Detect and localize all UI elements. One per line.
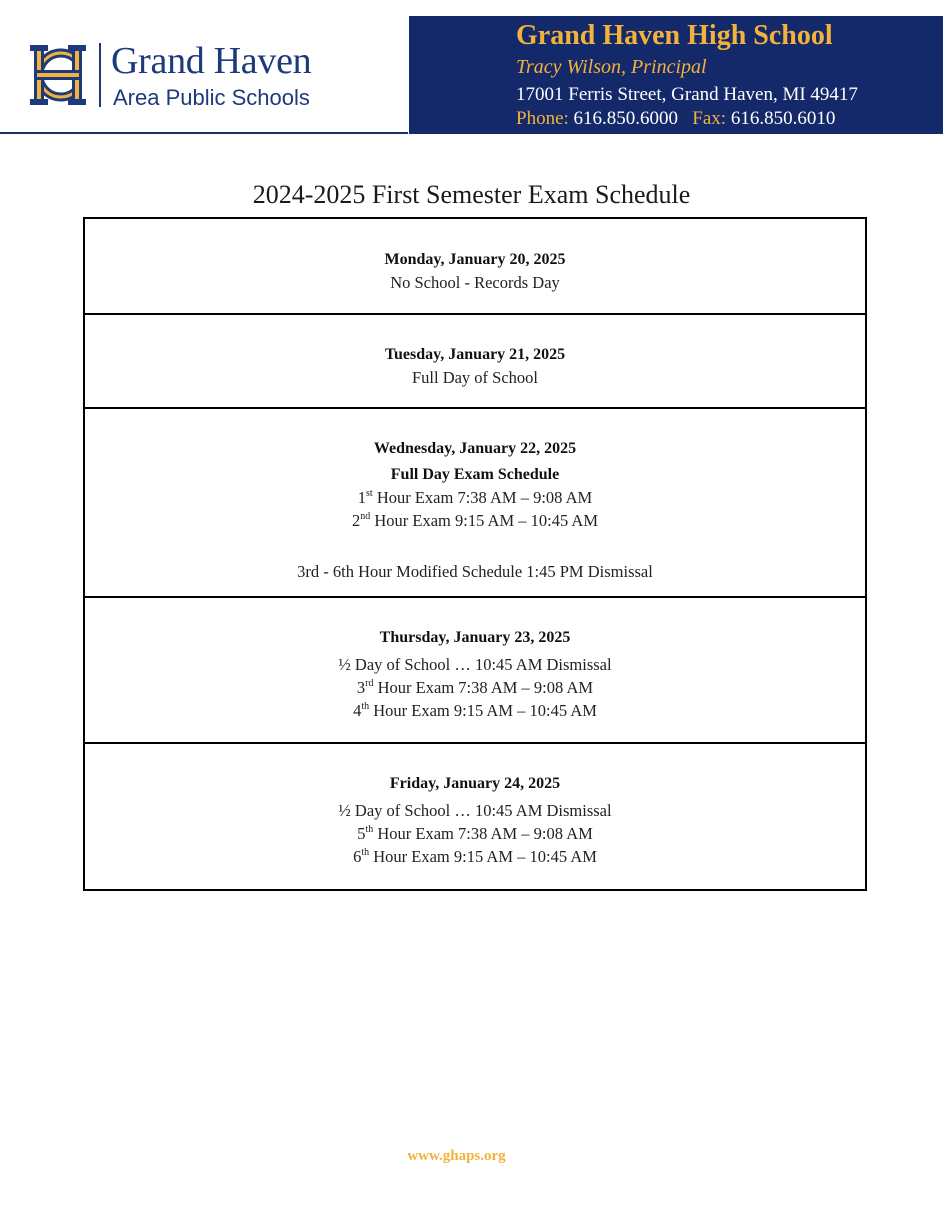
exam-line: 1st Hour Exam 7:38 AM – 9:08 AM — [357, 487, 593, 507]
website-link[interactable]: www.ghaps.org — [407, 1148, 506, 1164]
phone-number: 616.850.6000 — [573, 108, 679, 129]
day-date: Friday, January 24, 2025 — [389, 775, 561, 792]
exam-schedule-heading: Full Day Exam Schedule — [390, 466, 560, 483]
school-name: Grand Haven High School — [516, 20, 833, 51]
day-section-monday — [85, 219, 865, 313]
half-day-note: ½ Day of School … 10:45 AM Dismissal — [338, 801, 612, 820]
letterhead — [0, 16, 943, 133]
fax-number: 616.850.6010 — [730, 108, 836, 129]
day-section-wednesday — [85, 407, 865, 596]
day-note: No School - Records Day — [390, 273, 560, 292]
half-day-note: ½ Day of School … 10:45 AM Dismissal — [338, 655, 612, 674]
day-section-friday — [85, 742, 865, 889]
fax-label: Fax: — [692, 108, 727, 129]
day-date: Wednesday, January 22, 2025 — [373, 440, 577, 457]
exam-line: 6th Hour Exam 9:15 AM – 10:45 AM — [353, 846, 597, 866]
day-section-tuesday — [85, 313, 865, 407]
principal-name: Tracy Wilson, Principal — [516, 56, 707, 78]
exam-line: 4th Hour Exam 9:15 AM – 10:45 AM — [353, 700, 597, 720]
logo-divider — [99, 43, 101, 107]
exam-line: 2nd Hour Exam 9:15 AM – 10:45 AM — [351, 510, 599, 530]
district-name: Grand Haven — [111, 40, 312, 82]
day-date: Tuesday, January 21, 2025 — [384, 346, 566, 363]
day-section-thursday — [85, 596, 865, 742]
exam-line: 3rd Hour Exam 7:38 AM – 9:08 AM — [356, 677, 594, 697]
district-logo-panel — [0, 16, 408, 134]
page-title: 2024-2025 First Semester Exam Schedule — [252, 180, 691, 209]
gh-monogram-icon — [26, 43, 90, 107]
contact-line — [516, 108, 835, 130]
school-info-panel — [409, 16, 943, 134]
phone-label: Phone: — [516, 108, 569, 129]
day-note: Full Day of School — [411, 368, 539, 387]
day-date: Monday, January 20, 2025 — [384, 251, 566, 268]
exam-line: 5th Hour Exam 7:38 AM – 9:08 AM — [357, 823, 593, 843]
school-address: 17001 Ferris Street, Grand Haven, MI 49417 — [516, 84, 858, 105]
day-date: Thursday, January 23, 2025 — [379, 629, 571, 646]
exam-schedule-table — [83, 217, 867, 891]
district-subtitle: Area Public Schools — [113, 85, 310, 110]
modified-schedule-note: 3rd - 6th Hour Modified Schedule 1:45 PM Dismissal — [297, 562, 653, 581]
